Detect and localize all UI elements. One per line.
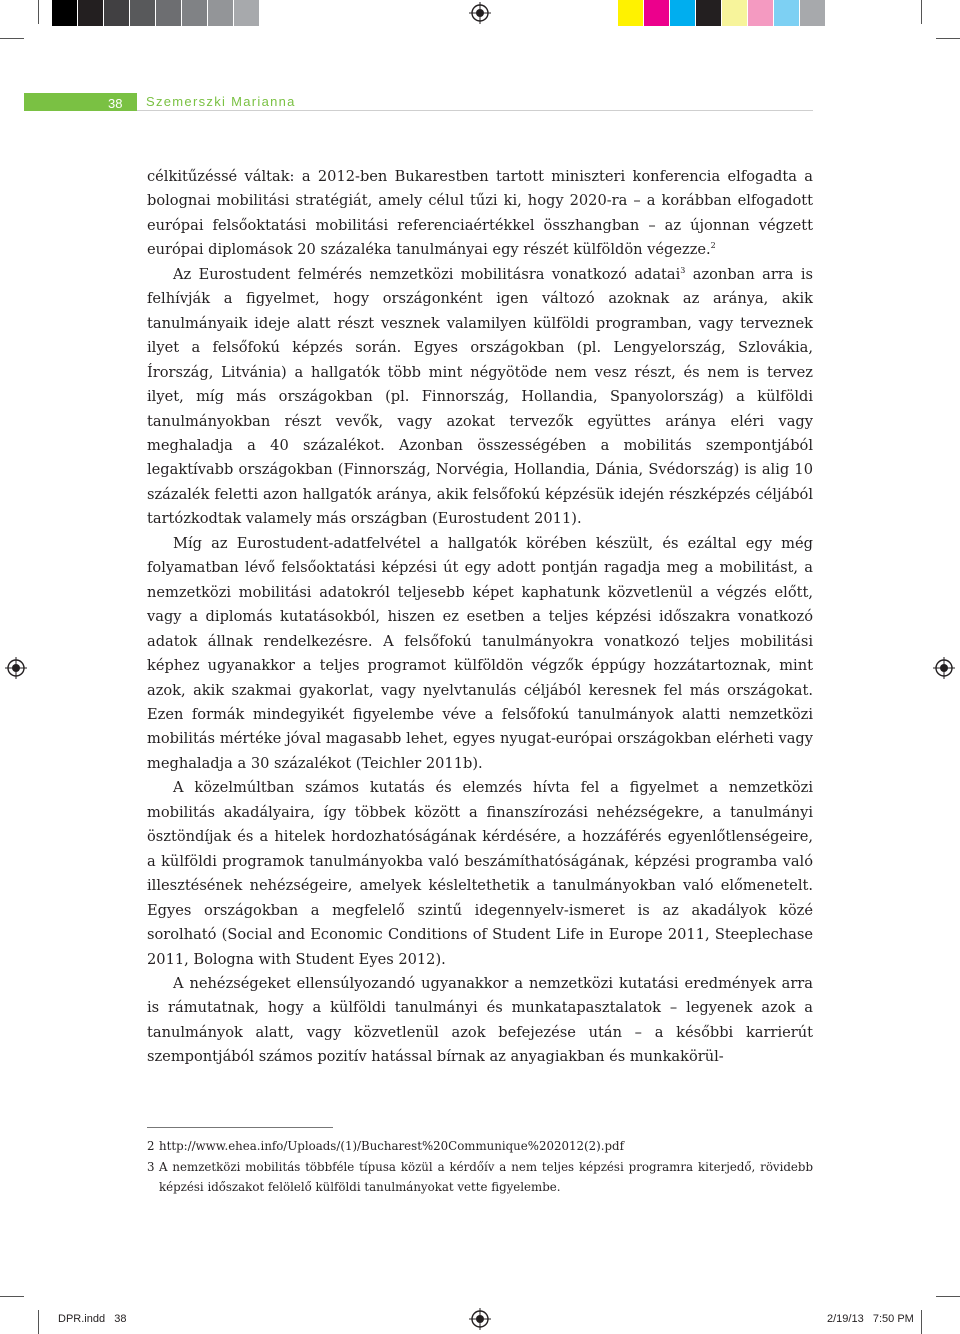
color-swatch xyxy=(617,0,643,26)
footnote-link[interactable]: http://www.ehea.info/Uploads/(1)/Bucharest%20Communique%202012(2).pdf xyxy=(159,1139,624,1153)
color-calibration-bar xyxy=(617,0,825,26)
slug-filename: DPR.indd 38 xyxy=(58,1313,127,1325)
color-swatch xyxy=(773,0,799,26)
footnote-ref[interactable]: 2 xyxy=(710,241,716,251)
crop-mark xyxy=(38,1310,39,1334)
page-number: 38 xyxy=(108,96,123,111)
gray-swatch xyxy=(181,0,207,26)
crop-mark xyxy=(38,0,39,24)
footnote-number: 2 xyxy=(147,1139,155,1153)
crop-mark xyxy=(921,1310,922,1334)
paragraph: A közelmúltban számos kutatás és elemzés hívta fel a figyelmet a nemzetközi mobilitás akadályaira, így többek között a finanszírozási nehézségekre, a tanulmányi ösztöndíjak és a hitelek hordozhatóságának kérdésére, a hozzáférés egyenlőtlenségeire, a külföldi programok tanulmányokba való beszámíthatóságának, képzési programba való illesztésének nehézségeire, amelyek késleltethetik a tanulmányokban való előmenetelt. Egyes országokban a megfelelő szintű idegennyelv-ismeret is az akadályok közé sorolható (Social and Economic Conditions of Student Life in Europe 2011, Steeplechase 2011, Bologna with Student Eyes 2012). xyxy=(147,779,813,968)
color-swatch xyxy=(799,0,825,26)
crop-mark xyxy=(936,1296,960,1297)
footnote-ref[interactable]: 3 xyxy=(680,265,686,275)
paragraph: Az Eurostudent felmérés nemzetközi mobilitásra vonatkozó adatai$^3$ azonban arra is felhívják a figyelmet, hogy országonként igen változó azoknak az aránya, akik tanulmányaik ideje alatt részt vesznek valamilyen külföldi programban, vagy terveznek ilyet a felsőfokú képzés során. Egyes országokban (pl. Lengyelország, Szlovákia, Írország, Litvánia) a hallgatók több mint négyötöde nem vesz részt, és nem is tervez ilyet, míg más országokban (pl. Finnország, Hollandia, Spanyolország) a külföldi tanulmányokban részt vevők, vagy azokat tervezők együttes aránya eléri vagy meghaladja a 40 százalékot. Azonban összességében a mobilitás szempontjából legaktívabb országokban (Finnország, Norvégia, Hollandia, Dánia, Svédország) is alig 10 százalék feletti azon hallgatók aránya, akik felsőfokú képzésük idején részképzés céljából tartózkodtak valamely más országban (Eurostudent 2011). xyxy=(147,265,813,528)
gray-swatch xyxy=(51,0,77,26)
crop-mark xyxy=(0,38,24,39)
gray-swatch xyxy=(77,0,103,26)
color-swatch xyxy=(721,0,747,26)
slug-timestamp: 2/19/13 7:50 PM xyxy=(827,1313,914,1325)
registration-mark-icon xyxy=(5,657,27,679)
footnote xyxy=(147,1157,813,1198)
footnote-rule xyxy=(147,1127,333,1128)
gray-swatch xyxy=(233,0,259,26)
registration-mark-icon xyxy=(933,657,955,679)
color-swatch xyxy=(643,0,669,26)
gray-swatch xyxy=(129,0,155,26)
footnotes xyxy=(147,1136,813,1198)
paragraph: Míg az Eurostudent-adatfelvétel a hallgatók körében készült, és ezáltal egy még folyamatban lévő felsőoktatási képzési út egy adott pontján ragadja meg a mobilitást, a nemzetközi mobilitási adatokról teljesebb képet kaphatunk közvetlenül a végzés előtt, vagy a diplomás kutatásokból, hiszen ez esetben a teljes képzési időszakra vonatkozó adatok állnak rendelkezésre. A felsőfokú tanulmányokra vonatkozó teljes mobilitási képhez ugyanakkor a teljes programot külföldön végzők éppúgy hozzátartoznak, mint azok, akik szakmai gyakorlat, vagy nyelvtanulás céljából keresnek fel más országokat. Ezen formák mindegyikét figyelembe véve a felsőfokú tanulmányok alatti nemzetközi mobilitás mértéke jóval magasabb lehet, egyes nyugat-európai országokban elérheti vagy meghaladja a 30 százalékot (Teichler 2011b). xyxy=(147,534,813,772)
crop-mark xyxy=(921,0,922,24)
paragraph: A nehézségeket ellensúlyozandó ugyanakkor a nemzetközi kutatási eredmények arra is rámutatnak, hogy a külföldi tanulmányi és munkatapasztalatok – legyenek azok a tanulmányok alatt, vagy közvetlenül azok befejezése után – a későbbi karrierút szempontjából számos pozitív hatással bírnak az anyagiakban és munkakörül- xyxy=(147,974,813,1066)
color-swatch xyxy=(747,0,773,26)
running-head-author: Szemerszki Marianna xyxy=(146,94,296,109)
gray-swatch xyxy=(155,0,181,26)
grayscale-calibration-bar xyxy=(51,0,259,26)
registration-mark-icon xyxy=(469,1308,491,1330)
paragraph: célkitűzéssé váltak: a 2012-ben Bukarestben tartott miniszteri konferencia elfogadta a bolognai mobilitási stratégiát, amely célul tűzi ki, hogy 2020-ra – a korábban elfogadott európai felsőoktatási mobilitási referenciaértékkel összhangban – az újonnan végzett európai diplomások 20 százaléka tanulmányai egy részét külföldön végezze.$^2$ xyxy=(147,168,813,259)
color-swatch xyxy=(695,0,721,26)
registration-mark-icon xyxy=(469,2,491,24)
footnote xyxy=(147,1136,813,1157)
color-swatch xyxy=(669,0,695,26)
gray-swatch xyxy=(103,0,129,26)
crop-mark xyxy=(936,38,960,39)
body-text xyxy=(147,165,813,1070)
header-rule xyxy=(137,110,813,111)
footnote-text: A nemzetközi mobilitás többféle típusa közül a kérdőív a nem teljes képzési programra kiterjedő, rövidebb képzési időszakot felölelő külföldi tanulmányokat vette figyelembe. xyxy=(159,1159,813,1194)
gray-swatch xyxy=(207,0,233,26)
crop-mark xyxy=(0,1296,24,1297)
footnote-number: 3 xyxy=(147,1159,155,1174)
